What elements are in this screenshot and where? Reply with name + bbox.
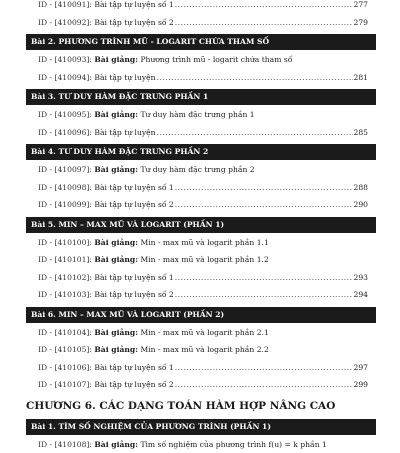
toc-entry [0, 359, 400, 377]
toc-entry [0, 14, 400, 32]
lesson-heading: Bài 1. TÌM SỐ NGHIỆM CỦA PHƯƠNG TRÌNH (PHẦN 1) [26, 419, 376, 435]
dot-leader [175, 286, 353, 304]
entry-label [38, 106, 255, 124]
entry-label [38, 359, 174, 377]
entry-id: ID - [410092]: [38, 18, 92, 27]
entry-label [38, 0, 174, 14]
entry-label [38, 376, 174, 394]
entry-id: ID - [410099]: [38, 200, 92, 209]
entry-title: Bài tập tự luyện số 2 [94, 380, 173, 389]
entry-kind: Bài giảng: [94, 328, 138, 337]
dot-leader [175, 14, 353, 32]
toc-entry [0, 179, 400, 197]
entry-id: ID - [410104]: [38, 328, 92, 337]
toc-entry [0, 286, 400, 304]
toc-entry [0, 124, 400, 142]
entry-title: Min - max mũ và logarit phần 1.2 [140, 255, 268, 264]
page-number: 299 [354, 376, 369, 394]
entry-label [38, 436, 327, 453]
entry-id: ID - [410106]: [38, 363, 92, 372]
page-number: 281 [354, 69, 369, 87]
entry-kind: Bài giảng: [94, 55, 138, 64]
lesson-heading: Bài 5. MIN – MAX MŨ VÀ LOGARIT (PHẦN 1) [26, 217, 376, 233]
entry-title: Tìm số nghiệm của phương trình f(u) = k phần 1 [140, 440, 326, 449]
entry-label [38, 341, 269, 359]
entry-title: Bài tập tự luyện số 1 [94, 363, 173, 372]
entry-title: Min - max mũ và logarit phần 1.1 [140, 238, 268, 247]
toc-entry [0, 196, 400, 214]
entry-id: ID - [410107]: [38, 380, 92, 389]
toc-entry [0, 234, 400, 252]
entry-label [38, 286, 174, 304]
entry-title: Bài tập tự luyện số 1 [94, 273, 173, 282]
entry-kind: Bài giảng: [94, 110, 138, 119]
lesson-heading: Bài 4. TƯ DUY HÀM ĐẶC TRƯNG PHẦN 2 [26, 144, 376, 160]
entry-id: ID - [410097]: [38, 165, 92, 174]
entry-id: ID - [410105]: [38, 345, 92, 354]
toc-entry [0, 51, 400, 69]
toc-entry [0, 436, 400, 453]
entry-label [38, 124, 156, 142]
page-number: 277 [354, 0, 369, 14]
chapter-heading: CHƯƠNG 6. CÁC DẠNG TOÁN HÀM HỢP NÂNG CAO [26, 394, 400, 416]
entry-id: ID - [410096]: [38, 128, 92, 137]
dot-leader [175, 376, 353, 394]
dot-leader [175, 179, 353, 197]
entry-title: Min - max mũ và logarit phần 2.2 [140, 345, 268, 354]
entry-kind: Bài giảng: [94, 345, 138, 354]
page-number: 288 [354, 179, 369, 197]
entry-id: ID - [410102]: [38, 273, 92, 282]
page-number: 279 [354, 14, 369, 32]
entry-title: Tư duy hàm đặc trưng phần 2 [140, 165, 254, 174]
toc-entry [0, 251, 400, 269]
entry-label [38, 69, 156, 87]
entry-title: Bài tập tự luyện số 2 [94, 290, 173, 299]
lesson-heading: Bài 6. MIN – MAX MŨ VÀ LOGARIT (PHẦN 2) [26, 307, 376, 323]
entry-label [38, 269, 174, 287]
entry-id: ID - [410095]: [38, 110, 92, 119]
entry-id: ID - [410093]: [38, 55, 92, 64]
entry-title: Bài tập tự luyện số 2 [94, 18, 173, 27]
entry-title: Bài tập tự luyện [94, 128, 155, 137]
entry-id: ID - [410094]: [38, 73, 92, 82]
entry-id: ID - [410103]: [38, 290, 92, 299]
dot-leader [175, 359, 353, 377]
entry-title: Phương trình mũ - logarit chứa tham số [140, 55, 292, 64]
entry-title: Tư duy hàm đặc trưng phần 1 [140, 110, 254, 119]
entry-kind: Bài giảng: [94, 165, 138, 174]
dot-leader [175, 0, 353, 14]
entry-title: Bài tập tự luyện [94, 73, 155, 82]
toc-entry [0, 376, 400, 394]
entry-kind: Bài giảng: [94, 255, 138, 264]
page-number: 293 [354, 269, 369, 287]
toc-entry [0, 269, 400, 287]
toc-entry [0, 161, 400, 179]
entry-label [38, 234, 269, 252]
toc-entry [0, 106, 400, 124]
entry-label [38, 251, 269, 269]
lesson-heading: Bài 2. PHƯƠNG TRÌNH MŨ - LOGARIT CHỨA THAM SỐ [26, 34, 376, 50]
toc-entry [0, 0, 400, 14]
entry-id: ID - [410101]: [38, 255, 92, 264]
entry-label [38, 161, 255, 179]
entry-id: ID - [410091]: [38, 0, 92, 9]
entry-label [38, 196, 174, 214]
dot-leader [175, 269, 353, 287]
dot-leader [157, 69, 353, 87]
dot-leader [175, 196, 353, 214]
entry-title: Min - max mũ và logarit phần 2.1 [140, 328, 268, 337]
entry-id: ID - [410108]: [38, 440, 92, 449]
page-number: 294 [354, 286, 369, 304]
entry-title: Bài tập tự luyện số 2 [94, 200, 173, 209]
page-number: 285 [354, 124, 369, 142]
entry-title: Bài tập tự luyện số 1 [94, 183, 173, 192]
page-number: 297 [354, 359, 369, 377]
entry-label [38, 179, 174, 197]
toc-entry [0, 324, 400, 342]
lesson-heading: Bài 3. TƯ DUY HÀM ĐẶC TRƯNG PHẦN 1 [26, 89, 376, 105]
toc-entry [0, 69, 400, 87]
toc-entry [0, 341, 400, 359]
entry-id: ID - [410098]: [38, 183, 92, 192]
dot-leader [157, 124, 353, 142]
entry-label [38, 51, 292, 69]
entry-title: Bài tập tự luyện số 1 [94, 0, 173, 9]
entry-label [38, 14, 174, 32]
entry-kind: Bài giảng: [94, 238, 138, 247]
page-number: 290 [354, 196, 369, 214]
entry-label [38, 324, 269, 342]
entry-kind: Bài giảng: [94, 440, 138, 449]
entry-id: ID - [410100]: [38, 238, 92, 247]
